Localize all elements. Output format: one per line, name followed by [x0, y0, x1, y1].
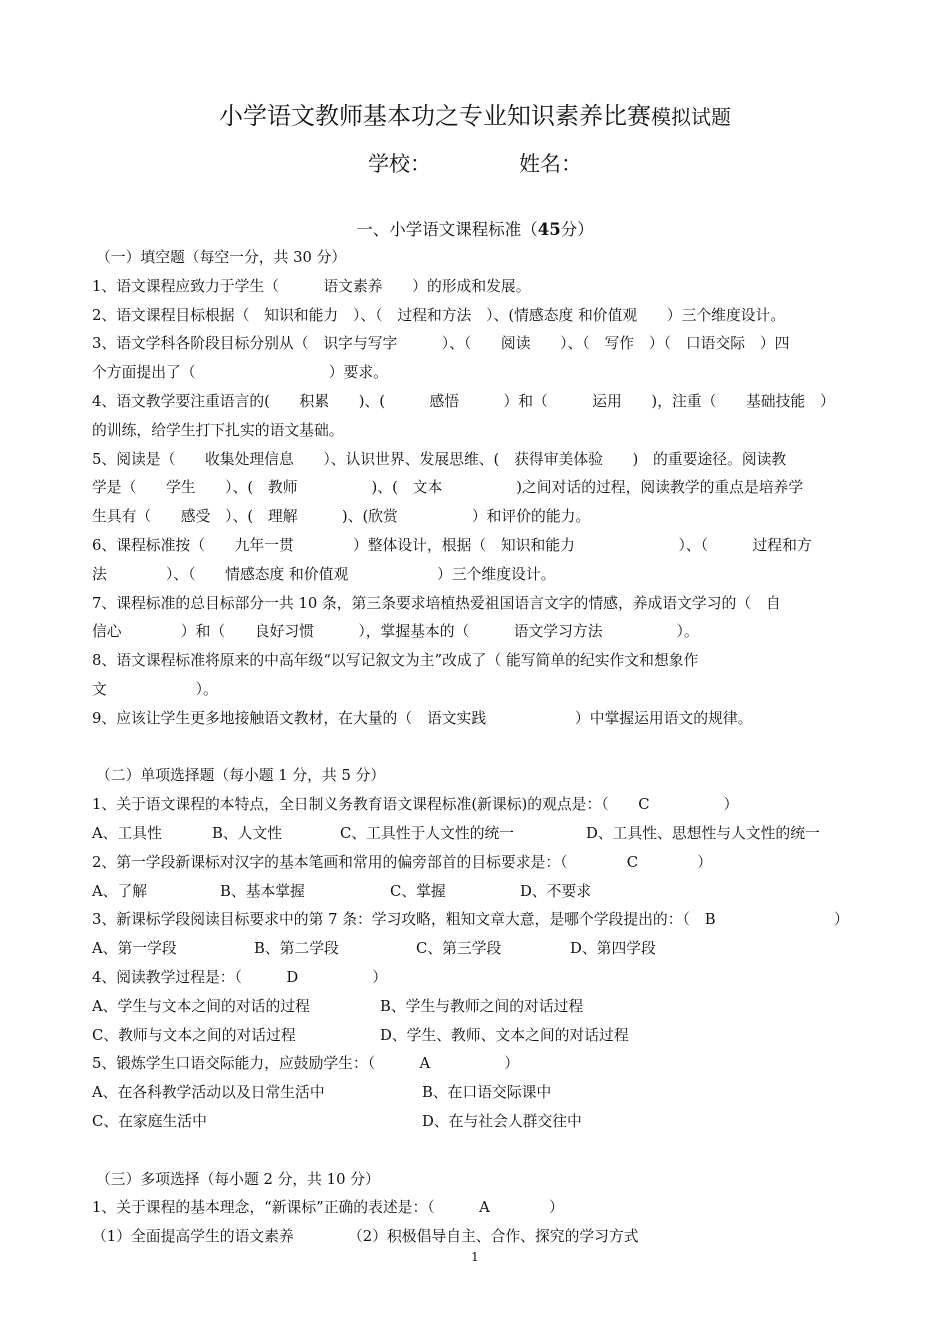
page-number: 1 — [471, 1250, 479, 1264]
option: C、工具性于人文性的统一 — [340, 824, 515, 842]
name-label: 姓名： — [519, 152, 582, 176]
document-title — [0, 96, 950, 131]
option: D、第四学段 — [570, 940, 656, 958]
fill-line: 法 ）、（ 情感态度 和价值观 ）三个维度设计。 — [92, 565, 556, 583]
fill-line: 4、语文教学要注重语言的( 积累 )、( 感悟 ）和（ 运用 )，注重（ 基础技能 ） — [92, 392, 835, 410]
option: A、了解 — [92, 882, 148, 900]
school-name-line — [0, 148, 950, 178]
fill-line: 个方面提出了（ ）要求。 — [92, 364, 388, 382]
option: D、学生、教师、文本之间的对话过程 — [380, 1026, 629, 1044]
option: A、学生与文本之间的对话的过程 — [92, 997, 310, 1015]
fill-blank-title: （一）填空题（每空一分，共 30 分） — [96, 249, 347, 266]
exam-body — [92, 244, 862, 1252]
section-heading: 一、小学语文课程标准（45分） — [356, 220, 594, 239]
fill-line: 2、语文课程目标根据（ 知识和能力 ）、（ 过程和方法 ）、(情感态度 和价值观 ）三个维度设计。 — [92, 306, 786, 324]
options-row — [92, 1022, 862, 1051]
option: B、第二学段 — [254, 940, 339, 958]
options-row — [92, 1108, 862, 1137]
question: 1、关于课程的基本理念，“新课标”正确的表述是：（ A ） — [92, 1199, 564, 1217]
option: （2）积极倡导自主、合作、探究的学习方式 — [348, 1228, 639, 1246]
option: （1）全面提高学生的语文素养 — [92, 1228, 294, 1246]
option: C、第三学段 — [416, 940, 502, 958]
fill-line: 8、语文课程标准将原来的中高年级“以写记叙文为主”改成了（ 能写简单的纪实作文和想象作 — [92, 652, 699, 670]
option: D、在与社会人群交往中 — [422, 1112, 582, 1130]
option: C、掌握 — [390, 882, 446, 900]
option: D、不要求 — [520, 882, 592, 900]
option: C、在家庭生活中 — [92, 1112, 207, 1130]
option: A、第一学段 — [92, 940, 177, 958]
title-main: 小学语文教师基本功之专业知识素养比赛 — [219, 102, 651, 130]
option: B、基本掌握 — [220, 882, 305, 900]
question: 5、锻炼学生口语交际能力，应鼓励学生：（ A ） — [92, 1055, 520, 1073]
fill-line: 6、课程标准按（ 九年一贯 ）整体设计，根据（ 知识和能力 ）、（ 过程和方 — [92, 536, 812, 554]
fill-line: 1、语文课程应致力于学生（ 语文素养 ）的形成和发展。 — [92, 277, 531, 295]
school-label: 学校： — [368, 152, 431, 176]
question: 2、第一学段新课标对汉字的基本笔画和常用的偏旁部首的目标要求是：（ C ） — [92, 853, 713, 871]
fill-line: 7、课程标准的总目标部分一共 10 条，第三条要求培植热爱祖国语言文字的情感，养成语文学习的（ 自 — [92, 594, 781, 612]
title-suffix: 模拟试题 — [651, 105, 731, 129]
option: B、在口语交际课中 — [422, 1084, 552, 1102]
question: 4、阅读教学过程是：（ D ） — [92, 968, 388, 986]
option: B、学生与教师之间的对话过程 — [380, 997, 584, 1015]
fill-line: 学是（ 学生 ）、( 教师 )、( 文本 )之间对话的过程，阅读教学的重点是培养学 — [92, 479, 804, 497]
fill-line: 生具有（ 感受 ）、( 理解 )、(欣赏 ）和评价的能力。 — [92, 508, 591, 526]
option: C、教师与文本之间的对话过程 — [92, 1026, 296, 1044]
options-row — [92, 1079, 862, 1108]
options-row — [92, 878, 862, 907]
question: 1、关于语文课程的本特点，全日制义务教育语文课程标准(新课标)的观点是：（ C ） — [92, 796, 739, 814]
options-row — [92, 1223, 862, 1252]
multi-choice-title: （三）多项选择（每小题 2 分，共 10 分） — [96, 1170, 380, 1188]
options-row — [92, 993, 862, 1022]
option: D、工具性、思想性与人文性的统一 — [586, 824, 820, 842]
fill-line: 文 ）。 — [92, 680, 218, 698]
option: A、工具性 — [92, 824, 162, 842]
options-row — [92, 820, 862, 849]
fill-line: 9、应该让学生更多地接触语文教材，在大量的（ 语文实践 ）中掌握运用语文的规律。 — [92, 709, 753, 727]
option: A、在各科教学活动以及日常生活中 — [92, 1084, 325, 1102]
options-row — [92, 935, 862, 964]
fill-line: 的训练，给学生打下扎实的语文基础。 — [92, 421, 344, 439]
fill-line: 3、语文学科各阶段目标分别从（ 识字与写字 ）、（ 阅读 ）、（ 写作 ）（ 口语交际 ）四 — [92, 335, 790, 353]
single-choice-title: （二）单项选择题（每小题 1 分，共 5 分） — [96, 767, 386, 785]
fill-line: 信心 ）和（ 良好习惯 ），掌握基本的（ 语文学习方法 ）。 — [92, 623, 699, 641]
fill-line: 5、阅读是（ 收集处理信息 ）、认识世界、发展思维、( 获得审美体验 ) 的重要途径。阅读教 — [92, 450, 787, 468]
option: B、人文性 — [212, 824, 283, 842]
question: 3、新课标学段阅读目标要求中的第 7 条：学习攻略，粗知文章大意，是哪个学段提出的：（ B ） — [92, 911, 849, 929]
